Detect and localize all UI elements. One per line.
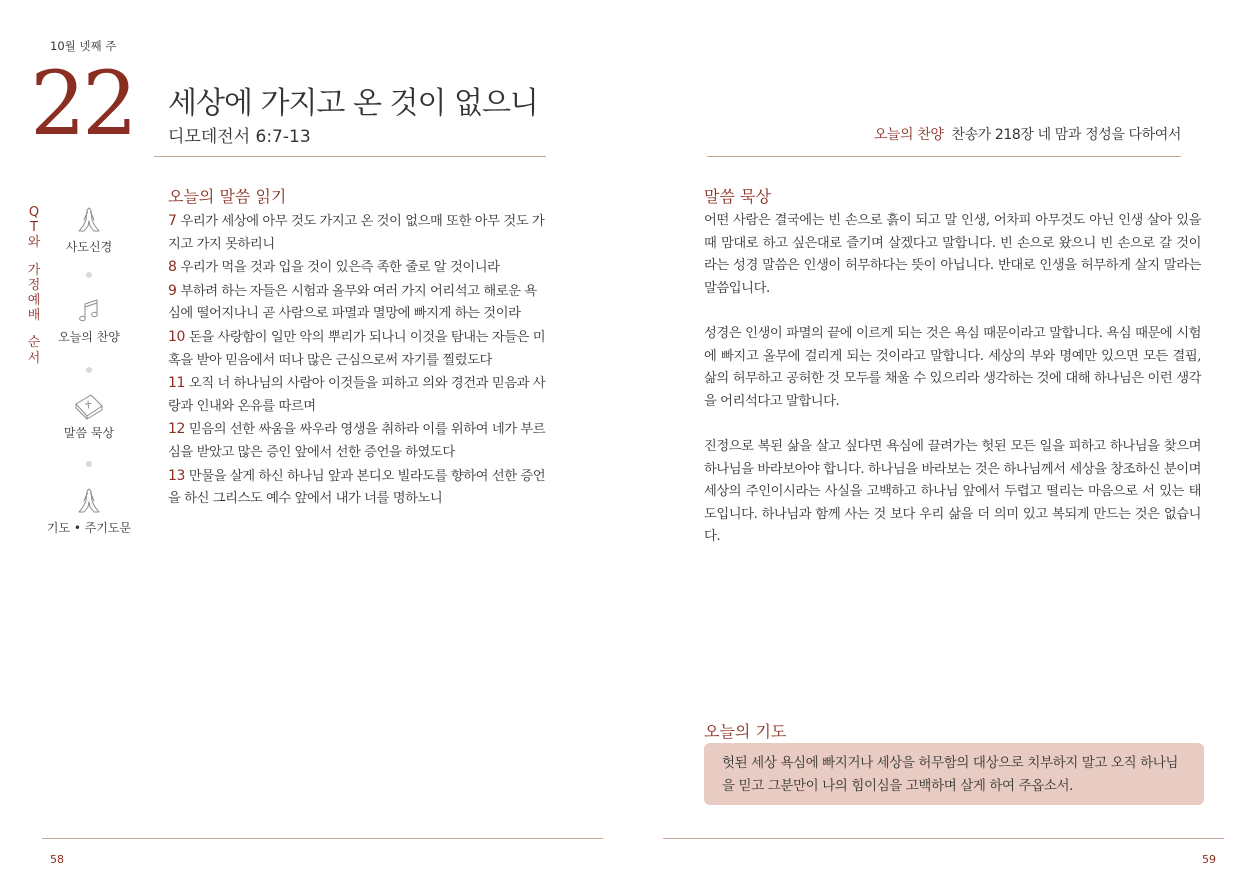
verse xyxy=(168,256,548,280)
scripture-text xyxy=(168,210,548,511)
footer-divider-left xyxy=(42,838,603,839)
meditation-heading: 말씀 묵상 xyxy=(704,187,771,206)
verse-text: 돈을 사랑함이 일만 악의 뿌리가 되나니 이것을 탐내는 자들은 미혹을 받아 믿음에서 떠나 많은 근심으로써 자기를 찔렀도다 xyxy=(168,329,546,368)
page-number-left: 58 xyxy=(50,853,64,866)
meditation-paragraph: 어떤 사람은 결국에는 빈 손으로 흙이 되고 말 인생, 어차피 아무것도 아닌 인생 살아 있을 때 맘대로 하고 싶은대로 즐기며 살겠다고 말합니다. 빈 손으로 왔으니 빈 손으로 갈 것이라는 성경 말씀은 인생이 허무하다는 뜻이 아닙니다. 반대로 인생을 허무하게 살지 말라는 말씀입니다. xyxy=(704,213,1201,296)
verse-number: 7 xyxy=(168,213,177,229)
week-label: 10월 넷째 주 xyxy=(50,39,117,53)
sidebar-item-apostles-creed xyxy=(39,206,139,255)
verse xyxy=(168,210,548,256)
sidebar-item-label: 말씀 묵상 xyxy=(63,426,115,440)
sidebar-item-prayer xyxy=(39,487,139,536)
verse-text: 우리가 세상에 아무 것도 가지고 온 것이 없으매 또한 아무 것도 가지고 가지 못하리니 xyxy=(168,214,545,252)
verse-number: 11 xyxy=(168,375,185,392)
praying-hands-icon xyxy=(74,487,104,515)
vertical-char: 순 xyxy=(27,335,41,351)
meditation-text xyxy=(704,210,1201,572)
header-divider-right xyxy=(707,156,1181,157)
hymn-label: 오늘의 찬양 xyxy=(873,127,944,143)
meditation-paragraph: 진정으로 복된 삶을 살고 싶다면 욕심에 끌려가는 헛된 모든 일을 피하고 하나님을 찾으며 하나님을 바라보아야 합니다. 하나님을 바라보는 것은 하나님께서 세상을 창조하신 분이며 세상의 주인이시라는 사실을 고백하고 하나님 앞에서 두렵고 떨리는 마음으로 서 있는 태도입니다. 하나님과 함께 사는 것 보다 우리 삶을 더 의미 있고 복되게 만드는 것은 없습니다. xyxy=(704,438,1201,545)
verse-text: 만물을 살게 하신 하나님 앞과 본디오 빌라도를 향하여 선한 증언을 하신 그리스도 예수 앞에서 내가 너를 명하노니 xyxy=(168,468,546,507)
reading-heading: 오늘의 말씀 읽기 xyxy=(168,187,287,206)
verse xyxy=(168,326,548,372)
prayer-text: 헛된 세상 욕심에 빠지거나 세상을 허무함의 대상으로 치부하지 말고 오직 하나님을 믿고 그분만이 나의 힘이심을 고백하며 살게 하여 주옵소서. xyxy=(722,755,1179,794)
vertical-char: 정 xyxy=(27,277,41,293)
verse xyxy=(168,280,548,326)
verse-number: 12 xyxy=(168,421,185,438)
verse-number: 13 xyxy=(168,467,185,484)
sidebar-item-label: 기도 • 주기도문 xyxy=(46,521,132,535)
verse-text: 부하려 하는 자들은 시험과 올무와 여러 가지 어리석고 해로운 욕심에 떨어지나니 곧 사람으로 파멸과 멸망에 빠지게 하는 것이라 xyxy=(168,283,537,322)
verse xyxy=(168,465,548,511)
vertical-char: Q xyxy=(28,205,40,220)
scripture-reference: 디모데전서 6:7-13 xyxy=(168,127,311,147)
separator-dot xyxy=(86,461,92,467)
separator-dot xyxy=(86,367,92,373)
verse-text: 믿음의 선한 싸움을 싸우라 영생을 취하라 이를 위하여 네가 부르심을 받았고 많은 증인 앞에서 선한 증언을 하였도다 xyxy=(168,422,546,460)
verse-text: 오직 너 하나님의 사람아 이것들을 피하고 의와 경건과 믿음과 사랑과 인내와 온유를 따르며 xyxy=(168,376,546,414)
vertical-char: 서 xyxy=(27,350,41,366)
verse-number: 9 xyxy=(168,282,177,299)
page-number-right: 59 xyxy=(1202,853,1216,866)
hymn-text: 찬송가 218장 네 맘과 정성을 다하여서 xyxy=(951,127,1181,143)
sidebar-item-meditation xyxy=(39,392,139,441)
separator-dot xyxy=(86,272,92,278)
sidebar-item-hymn xyxy=(39,298,139,345)
vertical-char: 와 xyxy=(27,235,41,251)
music-note-icon xyxy=(78,298,100,324)
sidebar-item-label: 사도신경 xyxy=(65,240,113,254)
day-number: 22 xyxy=(30,52,134,155)
verse-number: 10 xyxy=(168,328,185,345)
prayer-heading: 오늘의 기도 xyxy=(704,722,787,741)
verse xyxy=(168,372,548,418)
verse xyxy=(168,418,548,464)
vertical-char: 배 xyxy=(27,308,41,324)
footer-divider-right xyxy=(663,838,1224,839)
sidebar-item-label: 오늘의 찬양 xyxy=(58,330,120,344)
bible-icon xyxy=(73,392,105,420)
hymn-of-the-day xyxy=(874,124,1181,144)
vertical-char: 예 xyxy=(27,293,41,309)
verse-number: 8 xyxy=(168,259,177,276)
praying-hands-icon xyxy=(74,206,104,234)
page-title: 세상에 가지고 온 것이 없으니 xyxy=(168,86,538,121)
header-divider-left xyxy=(154,156,546,157)
verse-text: 우리가 먹을 것과 입을 것이 있은즉 족한 줄로 알 것이니라 xyxy=(180,260,500,276)
meditation-paragraph: 성경은 인생이 파멸의 끝에 이르게 되는 것은 욕심 때문이라고 말합니다. 욕심 때문에 시험에 빠지고 올무에 걸리게 되는 것이라고 말합니다. 세상의 부와 명예만 있으면 모든 결핍, 삶의 허무하고 공허한 것 모두를 채울 수 있으리라 생각하는 것에 대해 하나님은 이런 생각을 어리석다고 말합니다. xyxy=(704,325,1201,409)
vertical-char: 가 xyxy=(27,262,41,278)
prayer-box xyxy=(704,743,1204,805)
vertical-char: T xyxy=(30,220,38,236)
